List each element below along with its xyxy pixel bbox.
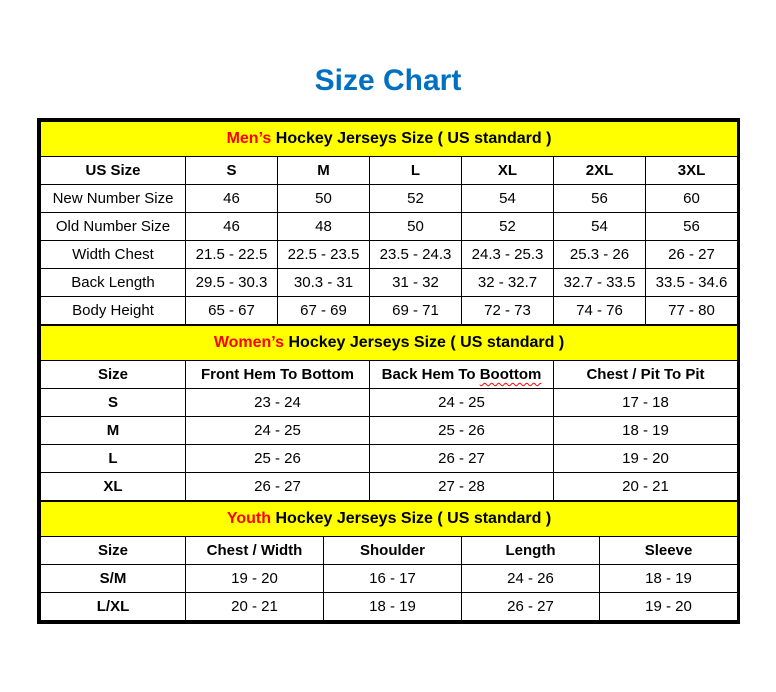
table-row (41, 213, 738, 241)
size-value: 65 - 67 (186, 297, 278, 325)
size-value: 18 - 19 (554, 417, 738, 445)
youth-col-header: Chest / Width (186, 537, 324, 565)
row-label: L/XL (41, 593, 186, 621)
mens-header-row (41, 157, 738, 185)
womens-banner-cell (41, 326, 738, 361)
womens-section-banner (41, 326, 738, 361)
row-label: Width Chest (41, 241, 186, 269)
size-value: 23 - 24 (186, 389, 370, 417)
table-row (41, 445, 738, 473)
size-value: 23.5 - 24.3 (370, 241, 462, 269)
size-value: 25 - 26 (370, 417, 554, 445)
womens-size-table (40, 325, 738, 501)
size-value: 16 - 17 (324, 565, 462, 593)
mens-col-header: 3XL (646, 157, 738, 185)
size-value: 25 - 26 (186, 445, 370, 473)
back-hem-misspelled-word: Boottom (479, 366, 542, 383)
table-row (41, 297, 738, 325)
mens-banner-cell (41, 122, 738, 157)
size-value: 48 (278, 213, 370, 241)
youth-col-header: Sleeve (600, 537, 738, 565)
size-value: 21.5 - 22.5 (186, 241, 278, 269)
size-value: 20 - 21 (554, 473, 738, 501)
size-value: 56 (646, 213, 738, 241)
size-value: 31 - 32 (370, 269, 462, 297)
size-value: 32.7 - 33.5 (554, 269, 646, 297)
womens-col-header-back-hem (370, 361, 554, 389)
womens-banner-accent: Women’s (213, 334, 285, 351)
size-value: 69 - 71 (370, 297, 462, 325)
size-value: 52 (370, 185, 462, 213)
womens-col-header: Size (41, 361, 186, 389)
size-value: 24 - 25 (370, 389, 554, 417)
size-value: 52 (462, 213, 554, 241)
size-value: 22.5 - 23.5 (278, 241, 370, 269)
size-value: 19 - 20 (600, 593, 738, 621)
youth-banner-accent: Youth (226, 510, 272, 527)
size-chart (37, 118, 740, 624)
size-value: 60 (646, 185, 738, 213)
youth-section-banner (41, 502, 738, 537)
table-row (41, 593, 738, 621)
table-row (41, 185, 738, 213)
size-value: 54 (554, 213, 646, 241)
size-value: 26 - 27 (186, 473, 370, 501)
size-value: 77 - 80 (646, 297, 738, 325)
womens-banner-text: Hockey Jerseys Size ( US standard ) (288, 334, 565, 351)
womens-col-header: Chest / Pit To Pit (554, 361, 738, 389)
size-value: 74 - 76 (554, 297, 646, 325)
size-value: 18 - 19 (600, 565, 738, 593)
size-value: 24 - 26 (462, 565, 600, 593)
size-value: 46 (186, 213, 278, 241)
size-value: 29.5 - 30.3 (186, 269, 278, 297)
size-value: 27 - 28 (370, 473, 554, 501)
mens-banner-text: Hockey Jerseys Size ( US standard ) (275, 130, 552, 147)
mens-size-table (40, 121, 738, 325)
size-value: 30.3 - 31 (278, 269, 370, 297)
size-value: 17 - 18 (554, 389, 738, 417)
size-value: 26 - 27 (646, 241, 738, 269)
mens-col-header: US Size (41, 157, 186, 185)
youth-banner-text: Hockey Jerseys Size ( US standard ) (275, 510, 552, 527)
size-value: 20 - 21 (186, 593, 324, 621)
mens-col-header: XL (462, 157, 554, 185)
mens-col-header: L (370, 157, 462, 185)
table-row (41, 565, 738, 593)
youth-col-header: Length (462, 537, 600, 565)
size-value: 18 - 19 (324, 593, 462, 621)
size-value: 25.3 - 26 (554, 241, 646, 269)
size-value: 46 (186, 185, 278, 213)
table-row (41, 389, 738, 417)
page-title: Size Chart (314, 64, 462, 97)
row-label: L (41, 445, 186, 473)
size-value: 72 - 73 (462, 297, 554, 325)
size-value: 67 - 69 (278, 297, 370, 325)
table-row (41, 241, 738, 269)
row-label: S/M (41, 565, 186, 593)
womens-col-header: Front Hem To Bottom (186, 361, 370, 389)
row-label: M (41, 417, 186, 445)
size-value: 32 - 32.7 (462, 269, 554, 297)
row-label: Body Height (41, 297, 186, 325)
row-label: Back Length (41, 269, 186, 297)
youth-col-header: Size (41, 537, 186, 565)
size-value: 56 (554, 185, 646, 213)
youth-col-header: Shoulder (324, 537, 462, 565)
size-value: 26 - 27 (462, 593, 600, 621)
size-value: 33.5 - 34.6 (646, 269, 738, 297)
size-value: 19 - 20 (186, 565, 324, 593)
mens-col-header: 2XL (554, 157, 646, 185)
mens-col-header: M (278, 157, 370, 185)
table-row (41, 417, 738, 445)
size-value: 26 - 27 (370, 445, 554, 473)
mens-col-header: S (186, 157, 278, 185)
size-value: 24 - 25 (186, 417, 370, 445)
table-row (41, 473, 738, 501)
size-value: 24.3 - 25.3 (462, 241, 554, 269)
womens-header-row (41, 361, 738, 389)
table-row (41, 269, 738, 297)
size-value: 54 (462, 185, 554, 213)
mens-section-banner (41, 122, 738, 157)
size-value: 50 (278, 185, 370, 213)
youth-banner-cell (41, 502, 738, 537)
size-value: 50 (370, 213, 462, 241)
size-value: 19 - 20 (554, 445, 738, 473)
youth-header-row (41, 537, 738, 565)
row-label: New Number Size (41, 185, 186, 213)
row-label: S (41, 389, 186, 417)
row-label: XL (41, 473, 186, 501)
mens-banner-accent: Men’s (226, 130, 272, 147)
row-label: Old Number Size (41, 213, 186, 241)
back-hem-prefix: Back Hem To (381, 366, 476, 383)
youth-size-table (40, 501, 738, 621)
